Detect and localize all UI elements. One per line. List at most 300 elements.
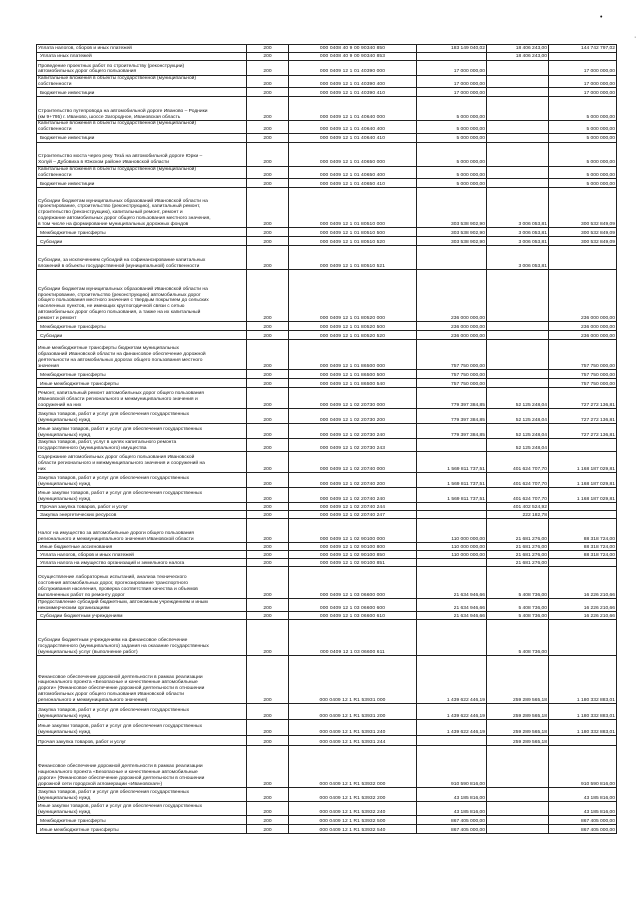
row-executed-amount-cell (487, 379, 549, 388)
row-name-cell: Закупка энергетических ресурсов (37, 511, 247, 519)
row-name-cell: Предоставление субсидий бюджетным, автономным учреждениям и иным некоммерческим организациям (37, 599, 247, 612)
row-executed-amount-cell (487, 88, 549, 97)
row-unexecuted-amount-cell (549, 736, 617, 746)
table-row (37, 519, 617, 543)
row-unexecuted-amount-cell: 16 226 210,66 (549, 599, 617, 612)
row-approved-amount-cell (417, 511, 487, 519)
row-kbk-code-cell: 000 0409 12 1 01 40640 410 (289, 133, 417, 142)
row-kbk-code-cell: 000 0409 12 1 01 40650 000 (289, 142, 417, 166)
row-executed-amount-cell (487, 142, 549, 166)
row-kbk-code-cell: 000 0409 12 1 R1 53931 200 (289, 704, 417, 720)
row-kbk-code-cell: 000 0409 12 1 01 80520 500 (289, 322, 417, 331)
row-code-cell: 200 (247, 370, 289, 379)
row-name-cell: Иные закупки товаров, работ и услуг для обеспечения государственных (муниципальных) нужд (37, 802, 247, 816)
row-approved-amount-cell (417, 559, 487, 567)
row-approved-amount-cell: 1 569 811 737,51 (417, 488, 487, 503)
row-unexecuted-amount-cell: 5 000 000,00 (549, 97, 617, 121)
row-executed-amount-cell: 259 289 565,18 (487, 736, 549, 746)
row-approved-amount-cell: 1 439 622 446,19 (417, 704, 487, 720)
row-code-cell: 200 (247, 736, 289, 746)
row-name-cell: Прочая закупка товаров, работ и услуг (37, 503, 247, 511)
row-approved-amount-cell: 1 569 811 737,51 (417, 452, 487, 473)
row-name-cell: Иные межбюджетные трансферты (37, 379, 247, 388)
row-unexecuted-amount-cell: 727 272 136,81 (549, 388, 617, 409)
row-approved-amount-cell: 21 634 946,66 (417, 567, 487, 599)
table-row (37, 746, 617, 788)
row-code-cell: 200 (247, 720, 289, 736)
row-executed-amount-cell: 52 125 248,04 (487, 388, 549, 409)
row-kbk-code-cell: 000 0409 12 1 03 06600 610 (289, 612, 417, 620)
row-unexecuted-amount-cell: 16 226 210,66 (549, 612, 617, 620)
budget-report-page (36, 44, 616, 834)
row-approved-amount-cell: 779 397 384,85 (417, 424, 487, 439)
row-name-cell: Уплата налога на имущество организаций и земельного налога (37, 559, 247, 567)
row-approved-amount-cell: 183 149 040,02 (417, 45, 487, 53)
table-row (37, 228, 617, 237)
row-name-cell: Финансовое обеспечение дорожной деятельности в рамках реализации национального проекта «Безопасные и качественные автомобильные дороги» (Финансовое обеспечение дорожной деятельности в отношении автомобильных дорог общего пользования Ивановской области регионального и межмуниципального значения) (37, 656, 247, 704)
row-executed-amount-cell (487, 746, 549, 788)
row-name-cell: Иные закупки товаров, работ и услуг для обеспечения государственных (муниципальных) нужд (37, 488, 247, 503)
row-kbk-code-cell: 000 0409 12 1 03 06600 600 (289, 599, 417, 612)
row-kbk-code-cell: 000 0409 12 1 01 80510 520 (289, 237, 417, 246)
row-code-cell: 200 (247, 439, 289, 452)
row-executed-amount-cell (487, 133, 549, 142)
row-name-cell: Бюджетные инвестиции (37, 88, 247, 97)
row-name-cell: Закупка товаров, работ и услуг для обеспечения государственных (муниципальных) нужд (37, 788, 247, 802)
row-name-cell: Капитальные вложения в объекты государственной (муниципальной) собственности (37, 76, 247, 88)
row-kbk-code-cell: 000 0409 12 1 R1 53932 500 (289, 816, 417, 825)
table-row (37, 612, 617, 620)
row-kbk-code-cell: 000 0409 12 1 01 80520 000 (289, 270, 417, 322)
row-kbk-code-cell: 000 0409 12 1 R1 53932 200 (289, 788, 417, 802)
row-code-cell: 200 (247, 519, 289, 543)
row-name-cell: Субсидии бюджетным учреждениям (37, 612, 247, 620)
row-unexecuted-amount-cell: 1 168 187 029,81 (549, 473, 617, 488)
row-approved-amount-cell: 757 750 000,00 (417, 379, 487, 388)
row-unexecuted-amount-cell: 5 000 000,00 (549, 166, 617, 178)
row-unexecuted-amount-cell: 236 000 000,00 (549, 270, 617, 322)
row-executed-amount-cell: 5 408 736,00 (487, 620, 549, 656)
row-unexecuted-amount-cell: 43 185 816,00 (549, 802, 617, 816)
row-name-cell: Уплата иных платежей (37, 53, 247, 61)
row-kbk-code-cell: 000 0409 12 1 03 06600 611 (289, 620, 417, 656)
row-name-cell: Уплата налогов, сборов и иных платежей (37, 45, 247, 53)
row-kbk-code-cell: 000 0409 12 1 02 20730 200 (289, 409, 417, 424)
row-code-cell: 200 (247, 452, 289, 473)
table-row (37, 370, 617, 379)
row-approved-amount-cell (417, 503, 487, 511)
row-name-cell: Финансовое обеспечение дорожной деятельности в рамках реализации национального проекта «Безопасные и качественные автомобильные дороги» (Финансовое обеспечение дорожной деятельности в отношении дорожной сети городской агломерации «Ивановская») (37, 746, 247, 788)
row-kbk-code-cell: 000 0409 12 1 R1 53931 240 (289, 720, 417, 736)
row-unexecuted-amount-cell: 144 742 797,02 (549, 45, 617, 53)
row-kbk-code-cell: 000 0409 12 1 01 80510 000 (289, 188, 417, 228)
row-unexecuted-amount-cell: 17 000 000,00 (549, 88, 617, 97)
row-executed-amount-cell: 52 125 248,04 (487, 439, 549, 452)
row-code-cell: 200 (247, 142, 289, 166)
table-row (37, 567, 617, 599)
row-unexecuted-amount-cell (549, 246, 617, 270)
row-kbk-code-cell: 000 0409 12 1 02 20730 240 (289, 424, 417, 439)
row-approved-amount-cell: 110 000 000,00 (417, 551, 487, 559)
row-unexecuted-amount-cell: 867 405 000,00 (549, 825, 617, 834)
row-executed-amount-cell: 401 624 707,70 (487, 488, 549, 503)
row-unexecuted-amount-cell (549, 559, 617, 567)
row-name-cell: Межбюджетные трансферты (37, 816, 247, 825)
table-row (37, 388, 617, 409)
row-name-cell: Субсидии бюджетам муниципальных образований Ивановской области на проектирование, строительство (реконструкцию), капитальный ремонт, строительство (реконструкцию), капитальный ремонт, ремонт и содержание автомобильных дорог общего пользования местного значения, в том числе на формирование муниципальных дорожных фондов (37, 188, 247, 228)
table-row (37, 53, 617, 61)
table-row (37, 543, 617, 551)
row-code-cell: 200 (247, 270, 289, 322)
row-executed-amount-cell: 222 182,78 (487, 511, 549, 519)
row-approved-amount-cell: 303 538 902,90 (417, 237, 487, 246)
row-name-cell: Капитальные вложения в объекты государственной (муниципальной) собственности (37, 166, 247, 178)
row-executed-amount-cell: 401 402 524,92 (487, 503, 549, 511)
row-executed-amount-cell: 3 006 053,81 (487, 237, 549, 246)
row-approved-amount-cell: 867 405 000,00 (417, 825, 487, 834)
row-approved-amount-cell: 17 000 000,00 (417, 88, 487, 97)
row-approved-amount-cell: 5 000 000,00 (417, 121, 487, 133)
row-kbk-code-cell: 000 0409 12 1 02 90100 800 (289, 543, 417, 551)
table-row (37, 142, 617, 166)
row-name-cell: Строительство моста через реку Тезá на автомобильной дороге Юрки – Холуй – Дубовиха в Южском районе Ивановской области (37, 142, 247, 166)
scan-dot-mark: • (600, 14, 603, 21)
row-executed-amount-cell (487, 166, 549, 178)
row-kbk-code-cell: 000 0409 12 1 02 20730 000 (289, 388, 417, 409)
row-approved-amount-cell: 110 000 000,00 (417, 519, 487, 543)
row-kbk-code-cell: 000 0409 12 1 02 20740 244 (289, 503, 417, 511)
row-unexecuted-amount-cell (549, 620, 617, 656)
row-name-cell: Межбюджетные трансферты (37, 370, 247, 379)
row-code-cell: 200 (247, 511, 289, 519)
row-name-cell: Проведение проектных работ по строительству (реконструкции) автомобильных дорог общего пользования (37, 61, 247, 76)
row-name-cell: Строительство путепровода на автомобильной дороге Иваново – Родники (км 9+795) г. Иваново, шоссе Загородное, Ивановская область (37, 97, 247, 121)
row-executed-amount-cell (487, 825, 549, 834)
row-unexecuted-amount-cell: 16 226 210,66 (549, 567, 617, 599)
row-kbk-code-cell: 000 0409 12 1 01 40390 000 (289, 61, 417, 76)
row-code-cell: 200 (247, 53, 289, 61)
row-unexecuted-amount-cell: 88 318 724,00 (549, 551, 617, 559)
row-executed-amount-cell (487, 370, 549, 379)
row-kbk-code-cell: 000 0409 12 1 02 20740 200 (289, 473, 417, 488)
row-unexecuted-amount-cell: 757 750 000,00 (549, 379, 617, 388)
row-unexecuted-amount-cell: 300 532 849,09 (549, 237, 617, 246)
row-approved-amount-cell: 17 000 000,00 (417, 76, 487, 88)
row-code-cell: 200 (247, 746, 289, 788)
table-row (37, 825, 617, 834)
row-code-cell: 200 (247, 599, 289, 612)
row-code-cell: 200 (247, 246, 289, 270)
table-row (37, 379, 617, 388)
row-name-cell: Иные межбюджетные трансферты бюджетам муниципальных образований Ивановской области на финансовое обеспечение дорожной деятельности на автомобильных дорогах общего пользования местного значения (37, 340, 247, 370)
row-code-cell: 200 (247, 88, 289, 97)
row-code-cell: 200 (247, 322, 289, 331)
row-approved-amount-cell: 43 185 816,00 (417, 788, 487, 802)
row-kbk-code-cell: 000 0409 12 1 R1 53932 240 (289, 802, 417, 816)
row-kbk-code-cell: 000 0409 12 1 01 80510 500 (289, 228, 417, 237)
row-kbk-code-cell: 000 0409 12 1 01 40650 410 (289, 179, 417, 188)
row-unexecuted-amount-cell: 88 318 724,00 (549, 519, 617, 543)
row-unexecuted-amount-cell: 1 180 332 883,01 (549, 720, 617, 736)
row-name-cell: Субсидии бюджетам муниципальных образований Ивановской области на проектирование, строительство (реконструкцию) автомобильных дорог общего пользования местного значения с твердым покрытием до сельских населенных пунктов, не имеющих круглогодичной связи с сетью автомобильных дорог общего пользования, а также на их капитальный ремонт и ремонт (37, 270, 247, 322)
row-code-cell: 200 (247, 188, 289, 228)
row-unexecuted-amount-cell (549, 439, 617, 452)
row-unexecuted-amount-cell (549, 53, 617, 61)
table-row (37, 179, 617, 188)
row-kbk-code-cell: 000 0408 40 9 00 90340 850 (289, 45, 417, 53)
row-name-cell: Прочая закупка товаров, работ и услуг (37, 736, 247, 746)
row-code-cell: 200 (247, 488, 289, 503)
table-row (37, 473, 617, 488)
row-code-cell: 200 (247, 61, 289, 76)
row-unexecuted-amount-cell: 757 750 000,00 (549, 340, 617, 370)
row-kbk-code-cell: 000 0409 12 1 02 20740 247 (289, 511, 417, 519)
row-executed-amount-cell (487, 97, 549, 121)
scan-dot-mark: · (634, 34, 637, 41)
row-name-cell: Закупка товаров, работ и услуг для обеспечения государственных (муниципальных) нужд (37, 704, 247, 720)
row-code-cell: 200 (247, 237, 289, 246)
row-code-cell: 200 (247, 503, 289, 511)
table-row (37, 503, 617, 511)
row-code-cell: 200 (247, 340, 289, 370)
table-row (37, 45, 617, 53)
row-approved-amount-cell: 236 000 000,00 (417, 322, 487, 331)
table-row (37, 439, 617, 452)
row-unexecuted-amount-cell: 867 405 000,00 (549, 816, 617, 825)
row-name-cell: Субсидии (37, 237, 247, 246)
row-kbk-code-cell: 000 0409 12 1 02 20740 240 (289, 488, 417, 503)
row-code-cell: 200 (247, 816, 289, 825)
row-approved-amount-cell: 5 000 000,00 (417, 97, 487, 121)
table-row (37, 188, 617, 228)
row-approved-amount-cell: 5 000 000,00 (417, 166, 487, 178)
table-row (37, 246, 617, 270)
row-kbk-code-cell: 000 0409 12 1 R1 53932 540 (289, 825, 417, 834)
row-name-cell: Иные межбюджетные трансферты (37, 825, 247, 834)
table-row (37, 599, 617, 612)
row-executed-amount-cell: 21 681 276,00 (487, 551, 549, 559)
row-kbk-code-cell: 000 0409 12 1 01 86500 500 (289, 370, 417, 379)
row-approved-amount-cell (417, 246, 487, 270)
row-kbk-code-cell: 000 0409 12 1 01 40640 000 (289, 97, 417, 121)
row-executed-amount-cell: 5 408 736,00 (487, 612, 549, 620)
row-code-cell: 200 (247, 121, 289, 133)
table-row (37, 61, 617, 76)
row-executed-amount-cell (487, 270, 549, 322)
row-approved-amount-cell: 5 000 000,00 (417, 142, 487, 166)
row-code-cell: 200 (247, 388, 289, 409)
row-kbk-code-cell: 000 0409 12 1 01 40390 400 (289, 76, 417, 88)
row-unexecuted-amount-cell: 910 590 816,00 (549, 746, 617, 788)
row-unexecuted-amount-cell: 1 168 187 029,81 (549, 488, 617, 503)
row-name-cell: Субсидии бюджетным учреждениям на финансовое обеспечение государственного (муниципального) задания на оказание государственных (муниципальных) услуг (выполнение работ) (37, 620, 247, 656)
table-row (37, 121, 617, 133)
table-row (37, 620, 617, 656)
row-unexecuted-amount-cell: 5 000 000,00 (549, 179, 617, 188)
row-executed-amount-cell (487, 322, 549, 331)
row-name-cell: Капитальные вложения в объекты государственной (муниципальной) собственности (37, 121, 247, 133)
row-kbk-code-cell: 000 0409 12 1 R1 53932 000 (289, 746, 417, 788)
row-code-cell: 200 (247, 788, 289, 802)
row-name-cell: Межбюджетные трансферты (37, 228, 247, 237)
row-executed-amount-cell: 5 408 736,00 (487, 567, 549, 599)
row-approved-amount-cell: 779 397 384,85 (417, 388, 487, 409)
row-unexecuted-amount-cell: 17 000 000,00 (549, 61, 617, 76)
row-executed-amount-cell (487, 61, 549, 76)
row-executed-amount-cell: 3 006 053,81 (487, 228, 549, 237)
table-row (37, 720, 617, 736)
row-code-cell: 200 (247, 228, 289, 237)
row-code-cell: 200 (247, 704, 289, 720)
row-executed-amount-cell: 21 681 276,00 (487, 543, 549, 551)
table-row (37, 331, 617, 340)
row-unexecuted-amount-cell: 5 000 000,00 (549, 133, 617, 142)
row-name-cell: Ремонт, капитальный ремонт автомобильных дорог общего пользования Ивановской области регионального и межмуниципального значения и сооружений на них (37, 388, 247, 409)
row-kbk-code-cell: 000 0409 12 1 02 90100 850 (289, 551, 417, 559)
row-kbk-code-cell: 000 0409 12 1 03 06600 000 (289, 567, 417, 599)
row-executed-amount-cell: 259 289 565,18 (487, 720, 549, 736)
row-code-cell: 200 (247, 473, 289, 488)
row-executed-amount-cell: 52 125 248,04 (487, 424, 549, 439)
row-executed-amount-cell (487, 121, 549, 133)
row-executed-amount-cell (487, 802, 549, 816)
row-unexecuted-amount-cell: 43 185 816,00 (549, 788, 617, 802)
row-code-cell: 200 (247, 379, 289, 388)
table-row (37, 511, 617, 519)
row-kbk-code-cell: 000 0409 12 1 02 90100 000 (289, 519, 417, 543)
row-name-cell: Закупка товаров, работ и услуг для обеспечения государственных (муниципальных) нужд (37, 473, 247, 488)
row-code-cell: 200 (247, 543, 289, 551)
row-kbk-code-cell: 000 0409 12 1 01 40650 400 (289, 166, 417, 178)
table-row (37, 166, 617, 178)
row-name-cell: Содержание автомобильных дорог общего пользования Ивановской области регионального и межмуниципального значения и сооружений на них (37, 452, 247, 473)
row-name-cell: Субсидии (37, 331, 247, 340)
row-executed-amount-cell: 401 624 707,70 (487, 473, 549, 488)
row-executed-amount-cell (487, 816, 549, 825)
table-row (37, 88, 617, 97)
row-name-cell: Налог на имущество за автомобильные дороги общего пользования регионального и межмуниципального значения Ивановской области (37, 519, 247, 543)
row-code-cell: 200 (247, 424, 289, 439)
row-approved-amount-cell: 867 405 000,00 (417, 816, 487, 825)
row-unexecuted-amount-cell: 5 000 000,00 (549, 142, 617, 166)
row-kbk-code-cell: 000 0409 12 1 01 40640 400 (289, 121, 417, 133)
table-row (37, 409, 617, 424)
row-approved-amount-cell (417, 620, 487, 656)
row-unexecuted-amount-cell: 236 000 000,00 (549, 331, 617, 340)
row-unexecuted-amount-cell: 236 000 000,00 (549, 322, 617, 331)
row-approved-amount-cell: 910 590 816,00 (417, 746, 487, 788)
row-executed-amount-cell: 3 006 053,81 (487, 188, 549, 228)
row-unexecuted-amount-cell: 1 180 332 883,01 (549, 656, 617, 704)
row-executed-amount-cell: 18 406 243,00 (487, 53, 549, 61)
row-name-cell: Иные закупки товаров, работ и услуг для обеспечения государственных (муниципальных) нужд (37, 720, 247, 736)
row-unexecuted-amount-cell: 727 272 136,81 (549, 424, 617, 439)
row-executed-amount-cell: 18 406 243,00 (487, 45, 549, 53)
row-name-cell: Уплата налогов, сборов и иных платежей (37, 551, 247, 559)
row-code-cell: 200 (247, 76, 289, 88)
row-approved-amount-cell: 21 634 946,66 (417, 612, 487, 620)
row-approved-amount-cell: 1 439 622 446,19 (417, 656, 487, 704)
table-row (37, 133, 617, 142)
table-row (37, 452, 617, 473)
row-approved-amount-cell: 43 185 816,00 (417, 802, 487, 816)
row-kbk-code-cell: 000 0409 12 1 R1 53931 000 (289, 656, 417, 704)
row-executed-amount-cell (487, 788, 549, 802)
row-executed-amount-cell: 259 289 565,18 (487, 704, 549, 720)
row-approved-amount-cell: 21 634 946,66 (417, 599, 487, 612)
row-approved-amount-cell (417, 53, 487, 61)
table-body (37, 45, 617, 834)
row-name-cell: Закупка товаров, работ и услуг для обеспечения государственных (муниципальных) нужд (37, 409, 247, 424)
row-name-cell: Субсидии, за исключением субсидий на софинансирование капитальных вложений в объекты государственной (муниципальной) собственности (37, 246, 247, 270)
row-kbk-code-cell: 000 0409 12 1 01 80520 520 (289, 331, 417, 340)
row-unexecuted-amount-cell: 5 000 000,00 (549, 121, 617, 133)
row-kbk-code-cell: 000 0409 12 1 02 90100 851 (289, 559, 417, 567)
row-code-cell: 200 (247, 825, 289, 834)
row-executed-amount-cell (487, 331, 549, 340)
table-row (37, 816, 617, 825)
row-approved-amount-cell (417, 736, 487, 746)
table-row (37, 656, 617, 704)
row-approved-amount-cell: 303 538 902,90 (417, 228, 487, 237)
row-code-cell: 200 (247, 559, 289, 567)
row-executed-amount-cell (487, 179, 549, 188)
row-kbk-code-cell: 000 0409 12 1 02 20730 243 (289, 439, 417, 452)
row-code-cell: 200 (247, 612, 289, 620)
row-approved-amount-cell: 757 750 000,00 (417, 340, 487, 370)
row-unexecuted-amount-cell (549, 503, 617, 511)
table-row (37, 97, 617, 121)
row-code-cell: 200 (247, 802, 289, 816)
row-approved-amount-cell (417, 439, 487, 452)
row-code-cell: 200 (247, 45, 289, 53)
table-row (37, 736, 617, 746)
row-code-cell: 200 (247, 166, 289, 178)
table-row (37, 551, 617, 559)
row-unexecuted-amount-cell (549, 511, 617, 519)
table-row (37, 788, 617, 802)
row-executed-amount-cell: 52 125 248,04 (487, 409, 549, 424)
row-executed-amount-cell: 21 681 276,00 (487, 519, 549, 543)
row-executed-amount-cell: 3 006 053,81 (487, 246, 549, 270)
row-code-cell: 200 (247, 133, 289, 142)
table-row (37, 802, 617, 816)
row-name-cell: Осуществление лабораторных испытаний, анализа технического состояния автомобильных дорог, прогнозирование транспортного обслуживания населения, проверка соответствия качества и объемов выполненных работ по ремонту дорог (37, 567, 247, 599)
row-code-cell: 200 (247, 97, 289, 121)
row-kbk-code-cell: 000 0409 12 1 R1 53931 244 (289, 736, 417, 746)
table-row (37, 270, 617, 322)
row-unexecuted-amount-cell: 727 272 136,81 (549, 409, 617, 424)
table-row (37, 488, 617, 503)
row-code-cell: 200 (247, 567, 289, 599)
row-approved-amount-cell: 110 000 000,00 (417, 543, 487, 551)
row-approved-amount-cell: 303 538 902,90 (417, 188, 487, 228)
row-code-cell: 200 (247, 179, 289, 188)
row-name-cell: Закупка товаров, работ, услуг в целях капитального ремонта государственного (муниципального) имущества (37, 439, 247, 452)
table-row (37, 322, 617, 331)
row-name-cell: Бюджетные инвестиции (37, 179, 247, 188)
row-kbk-code-cell: 000 0409 12 1 01 86500 000 (289, 340, 417, 370)
table-row (37, 340, 617, 370)
row-kbk-code-cell: 000 0408 40 9 00 90340 853 (289, 53, 417, 61)
row-executed-amount-cell: 21 681 276,00 (487, 559, 549, 567)
row-approved-amount-cell: 5 000 000,00 (417, 133, 487, 142)
table-row (37, 559, 617, 567)
row-approved-amount-cell: 1 439 622 446,19 (417, 720, 487, 736)
row-unexecuted-amount-cell: 300 532 849,09 (549, 188, 617, 228)
budget-execution-table (36, 44, 617, 834)
row-unexecuted-amount-cell: 88 318 724,00 (549, 543, 617, 551)
